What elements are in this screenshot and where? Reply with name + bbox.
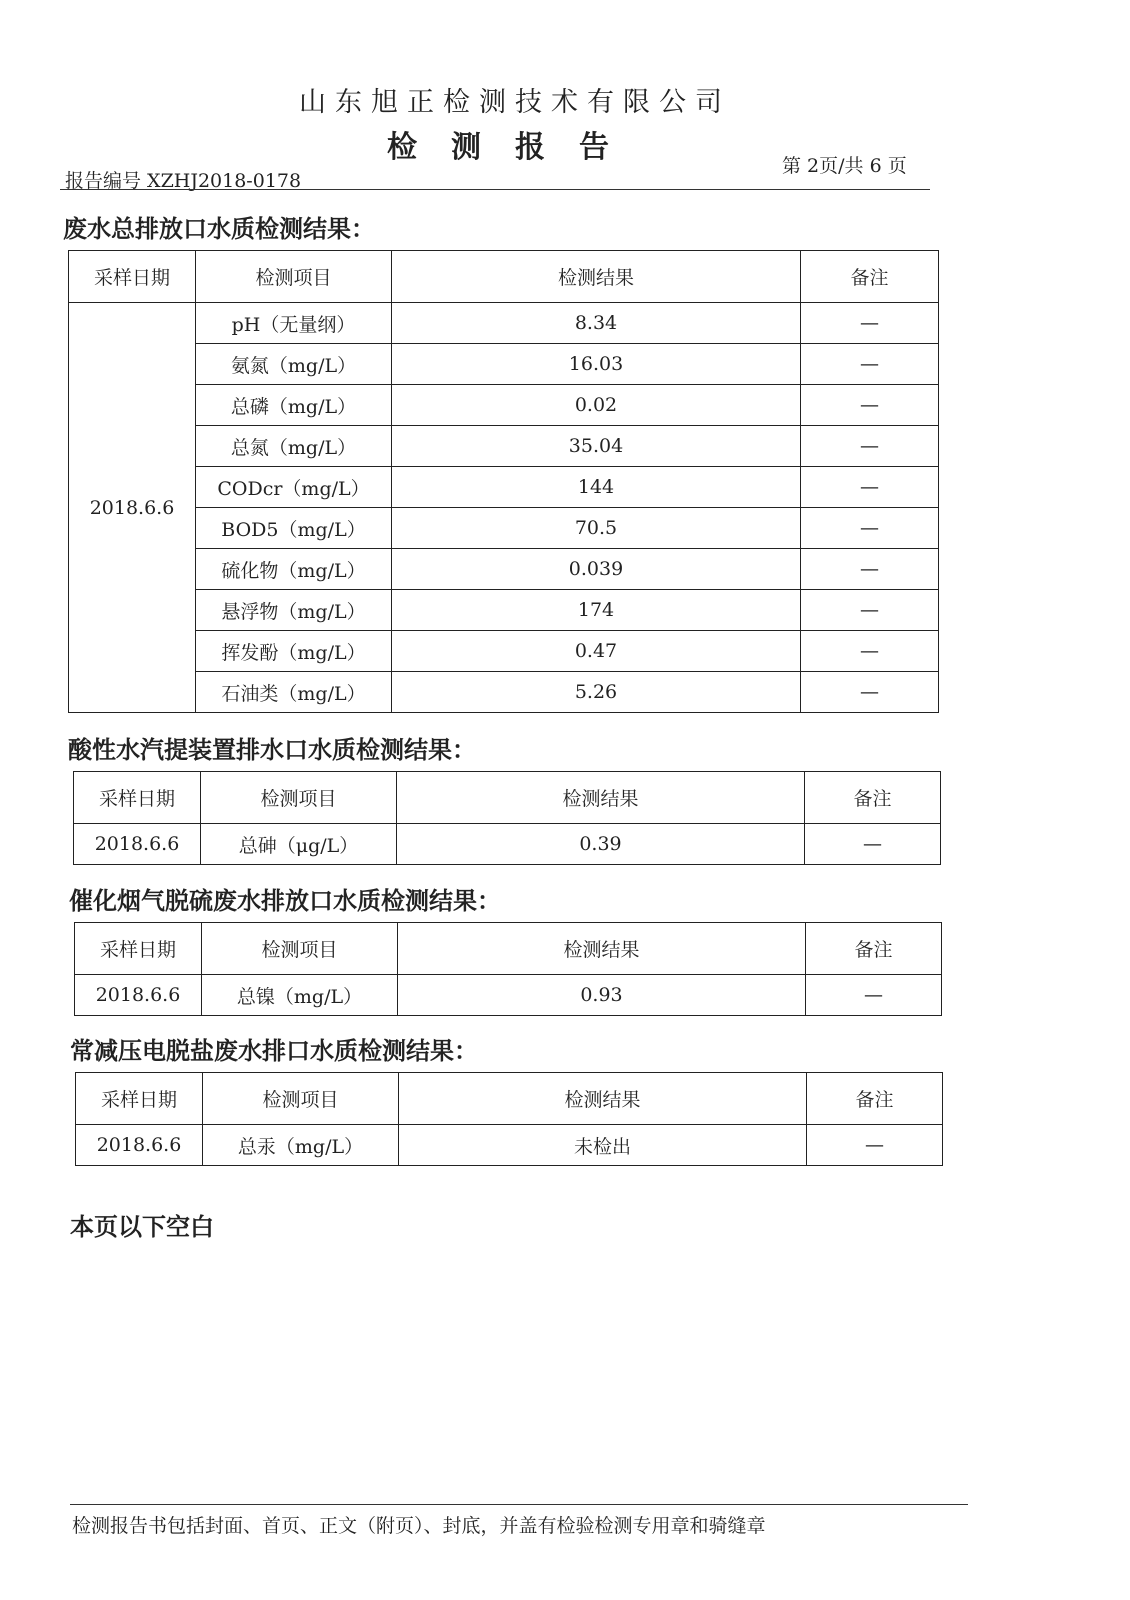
report-number: 报告编号 XZHJ2018-0178 [65, 170, 302, 192]
col-header-date: 采样日期 [75, 923, 202, 975]
table-row [69, 590, 939, 631]
result-cell: 35.04 [392, 426, 801, 467]
result-cell: 144 [392, 467, 801, 508]
remark-cell: — [806, 975, 942, 1016]
result-cell: 0.02 [392, 385, 801, 426]
sampling-date-cell: 2018.6.6 [74, 824, 201, 865]
remark-cell: — [801, 385, 939, 426]
col-header-remark: 备注 [807, 1073, 943, 1125]
col-header-result: 检测结果 [397, 772, 805, 824]
remark-cell: — [801, 344, 939, 385]
item-cell: 总磷（mg/L） [196, 385, 392, 426]
desalter-table [75, 1072, 943, 1166]
table-row [69, 508, 939, 549]
remark-cell: — [801, 467, 939, 508]
table-row [74, 824, 941, 865]
item-cell: 硫化物（mg/L） [196, 549, 392, 590]
table-row [69, 672, 939, 713]
col-header-item: 检测项目 [202, 923, 398, 975]
remark-cell: — [801, 426, 939, 467]
remark-cell: — [801, 631, 939, 672]
company-name: 山东旭正检测技术有限公司 [299, 87, 731, 118]
result-cell: 5.26 [392, 672, 801, 713]
result-cell: 16.03 [392, 344, 801, 385]
sampling-date-cell: 2018.6.6 [76, 1125, 203, 1166]
item-cell: 总汞（mg/L） [203, 1125, 399, 1166]
result-cell: 174 [392, 590, 801, 631]
item-cell: BOD5（mg/L） [196, 508, 392, 549]
footer-note: 检测报告书包括封面、首页、正文（附页）、封底，并盖有检验检测专用章和骑缝章 [72, 1515, 766, 1537]
item-cell: 总砷（μg/L） [201, 824, 397, 865]
result-cell: 未检出 [399, 1125, 807, 1166]
sampling-date-cell: 2018.6.6 [75, 975, 202, 1016]
table-header-row [74, 772, 941, 824]
table-header-row [76, 1073, 943, 1125]
col-header-date: 采样日期 [76, 1073, 203, 1125]
item-cell: pH（无量纲） [196, 303, 392, 344]
col-header-result: 检测结果 [398, 923, 806, 975]
section-title-main-outfall: 废水总排放口水质检测结果： [63, 215, 375, 243]
table-row [69, 631, 939, 672]
result-cell: 8.34 [392, 303, 801, 344]
col-header-remark: 备注 [801, 251, 939, 303]
item-cell: 总镍（mg/L） [202, 975, 398, 1016]
table-row [69, 467, 939, 508]
remark-cell: — [801, 590, 939, 631]
table-row [76, 1125, 943, 1166]
result-cell: 0.039 [392, 549, 801, 590]
table-row [69, 344, 939, 385]
remark-cell: — [807, 1125, 943, 1166]
result-cell: 70.5 [392, 508, 801, 549]
item-cell: 总氮（mg/L） [196, 426, 392, 467]
table-row [75, 975, 942, 1016]
col-header-result: 检测结果 [392, 251, 801, 303]
section-title-desalter: 常减压电脱盐废水排口水质检测结果： [70, 1037, 478, 1065]
item-cell: CODcr（mg/L） [196, 467, 392, 508]
result-cell: 0.39 [397, 824, 805, 865]
remark-cell: — [801, 508, 939, 549]
table-row [69, 426, 939, 467]
item-cell: 石油类（mg/L） [196, 672, 392, 713]
section-title-acid-stripper: 酸性水汽提装置排水口水质检测结果： [68, 736, 476, 764]
result-cell: 0.47 [392, 631, 801, 672]
sampling-date-cell: 2018.6.6 [69, 303, 196, 713]
col-header-item: 检测项目 [203, 1073, 399, 1125]
report-title: 检测报告 [387, 130, 643, 165]
col-header-result: 检测结果 [399, 1073, 807, 1125]
col-header-date: 采样日期 [74, 772, 201, 824]
col-header-item: 检测项目 [201, 772, 397, 824]
main-outfall-table [68, 250, 939, 713]
header-divider [60, 189, 930, 190]
remark-cell: — [805, 824, 941, 865]
result-cell: 0.93 [398, 975, 806, 1016]
item-cell: 氨氮（mg/L） [196, 344, 392, 385]
item-cell: 挥发酚（mg/L） [196, 631, 392, 672]
page-indicator: 第 2页/共 6 页 [782, 155, 907, 177]
footer-divider [70, 1504, 968, 1505]
remark-cell: — [801, 303, 939, 344]
table-header-row [69, 251, 939, 303]
remark-cell: — [801, 549, 939, 590]
acid-stripper-table [73, 771, 941, 865]
table-row [69, 549, 939, 590]
col-header-remark: 备注 [806, 923, 942, 975]
col-header-item: 检测项目 [196, 251, 392, 303]
col-header-remark: 备注 [805, 772, 941, 824]
section-title-fgd: 催化烟气脱硫废水排放口水质检测结果： [69, 887, 501, 915]
table-header-row [75, 923, 942, 975]
table-row [69, 303, 939, 344]
blank-page-note: 本页以下空白 [70, 1213, 214, 1241]
fgd-table [74, 922, 942, 1016]
item-cell: 悬浮物（mg/L） [196, 590, 392, 631]
col-header-date: 采样日期 [69, 251, 196, 303]
table-row [69, 385, 939, 426]
remark-cell: — [801, 672, 939, 713]
